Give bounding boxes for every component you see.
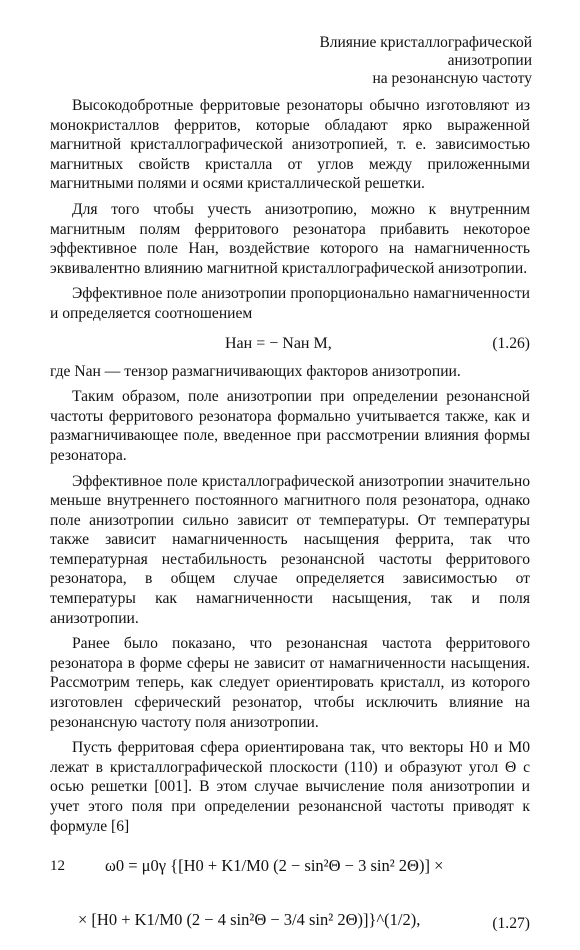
formula-1-26-expression: Hан = − Nан M, xyxy=(225,334,332,352)
heading-line-2: анизотропии xyxy=(447,52,532,69)
formula-1-27-line-1 xyxy=(50,842,530,896)
paragraph-3: Эффективное поле анизотропии пропорционально намагниченности и определяется соотношением xyxy=(50,285,530,322)
heading-line-1: Влияние кристаллографической xyxy=(319,34,532,51)
body-text xyxy=(50,96,530,950)
formula-1-26 xyxy=(50,330,530,360)
paragraph-6: Эффективное поле кристаллографической анизотропии значительно меньше внутреннего постоянного магнитного поля резонатора, однако поле анизотропии сильно зависит от температуры. От температуры также зависит намагниченность насыщения феррита, так что температурная нестабильность резонансной частоты ферритового резонатора, в общем случае определяется зависимостью от температуры как намагниченности насыщения, так и поля анизотропии. xyxy=(50,472,530,627)
paragraph-2: Для того чтобы учесть анизотропию, можно к внутренним магнитным полям ферритового резонатора прибавить некоторое эффективное поле Hан, воздействие которого на намагниченность эквивалентно влиянию магнитной кристаллографической анизотропии. xyxy=(50,200,530,277)
paragraph-4: где Nан — тензор размагничивающих факторов анизотропии. xyxy=(50,362,461,380)
section-heading xyxy=(319,34,532,88)
formula-1-27-number: (1.27) xyxy=(492,915,530,933)
formula-1-26-number: (1.26) xyxy=(492,334,530,352)
formula-1-27-line-1-expression: ω0 = μ0γ {[H0 + K1/M0 (2 − sin²Θ − 3 sin² 2Θ)] × xyxy=(105,856,444,876)
paragraph-7: Ранее было показано, что резонансная частота ферритового резонатора в форме сферы не зависит от намагниченности насыщения. Рассмотрим теперь, как следует ориентировать кристалл, из которого изготовлен сферический резонатор, чтобы исключить влияние на резонансную частоту поля анизотропии. xyxy=(50,635,530,731)
paragraph-5: Таким образом, поле анизотропии при определении резонансной частоты ферритового резонатора формально учитывается также, как и размагничивающее поле, введенное при рассмотрении влияния формы резонатора. xyxy=(50,388,530,464)
heading-line-3: на резонансную частоту xyxy=(372,70,532,87)
paragraph-8: Пусть ферритовая сфера ориентирована так, что векторы H0 и M0 лежат в кристаллографической плоскости (110) и образуют угол Θ с осью решетки [001]. В этом случае вычисление поля анизотропии и учет этого поля при определении резонансной частоты приводят к формуле [6] xyxy=(50,739,530,835)
formula-1-27-line-2-expression: × [H0 + K1/M0 (2 − 4 sin²Θ − 3/4 sin² 2Θ)]}^(1/2), xyxy=(78,910,421,930)
page-number: 12 xyxy=(50,858,65,874)
formula-1-27-line-2 xyxy=(50,898,530,948)
paragraph-1: Высокодобротные ферритовые резонаторы обычно изготовляют из монокристаллов ферритов, которые обладают ярко выраженной магнитной кристаллографической анизотропией, т. е. зависимостью магнитных свойств кристалла от углов между приложенными магнитными полями и осями кристаллической решетки. xyxy=(50,97,530,193)
